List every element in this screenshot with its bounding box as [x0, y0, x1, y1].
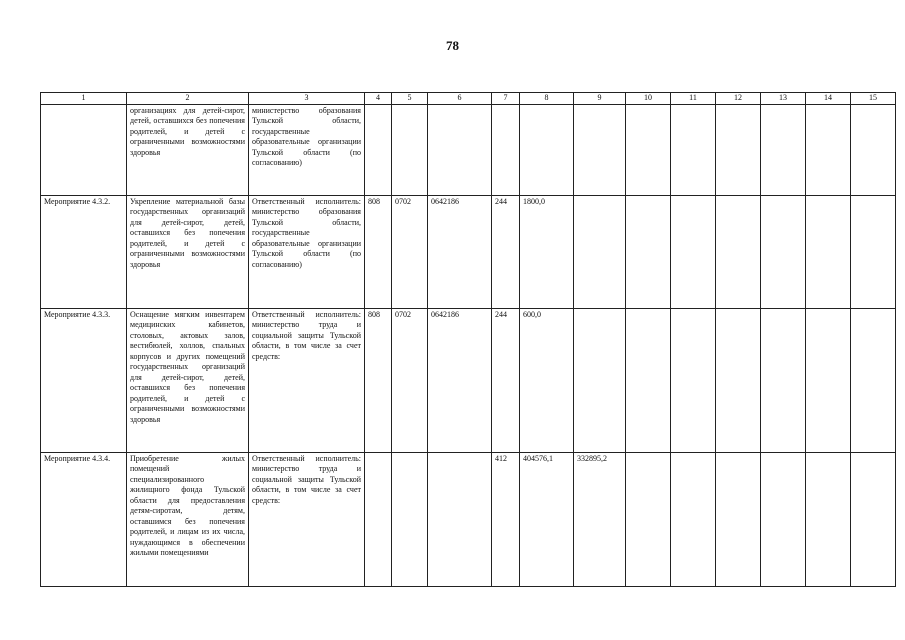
amount-cell — [520, 104, 574, 195]
column-header: 11 — [671, 93, 716, 105]
code-cell — [392, 452, 428, 586]
column-header: 14 — [806, 93, 851, 105]
amount-cell: 1800,0 — [520, 195, 574, 308]
description-cell: Оснащение мягким инвентарем медицинских кабинетов, столовых, актовых залов, вестибюлей, холлов, спальных корпусов и других помещений государственных организаций для детей-сирот, детей, оставшихся без попечения родителей, и детей с ограниченными возможностями здоровья — [127, 308, 249, 452]
code-cell — [428, 104, 492, 195]
empty-cell — [716, 308, 761, 452]
executor-cell: Ответственный исполнитель: министерство образования Тульской области, государственные образовательные организации Тульской области (по согласованию) — [249, 195, 365, 308]
measure-cell: Мероприятие 4.3.3. — [41, 308, 127, 452]
amount-cell — [574, 104, 626, 195]
code-cell: 808 — [365, 195, 392, 308]
empty-cell — [626, 195, 671, 308]
empty-cell — [851, 308, 896, 452]
description-cell: Укрепление материальной базы государственных организаций для детей-сирот, детей, оставшихся без попечения родителей, и детей с ограниченными возможностями здоровья — [127, 195, 249, 308]
measure-cell: Мероприятие 4.3.2. — [41, 195, 127, 308]
amount-cell — [574, 308, 626, 452]
column-header: 4 — [365, 93, 392, 105]
code-cell: 0642186 — [428, 195, 492, 308]
amount-cell — [574, 195, 626, 308]
description-cell: организациях для детей-сирот, детей, оставшихся без попечения родителей, и детей с ограниченными возможностями здоровья — [127, 104, 249, 195]
column-header: 8 — [520, 93, 574, 105]
code-cell: 412 — [492, 452, 520, 586]
empty-cell — [851, 104, 896, 195]
page-number: 78 — [446, 38, 459, 53]
empty-cell — [626, 308, 671, 452]
table-row — [41, 452, 896, 586]
column-header: 12 — [716, 93, 761, 105]
empty-cell — [626, 452, 671, 586]
column-header: 6 — [428, 93, 492, 105]
amount-cell: 404576,1 — [520, 452, 574, 586]
column-header: 5 — [392, 93, 428, 105]
empty-cell — [761, 452, 806, 586]
empty-cell — [851, 452, 896, 586]
column-header: 3 — [249, 93, 365, 105]
empty-cell — [671, 452, 716, 586]
code-cell: 0642186 — [428, 308, 492, 452]
empty-cell — [626, 104, 671, 195]
empty-cell — [806, 308, 851, 452]
code-cell — [392, 104, 428, 195]
column-header: 7 — [492, 93, 520, 105]
empty-cell — [851, 195, 896, 308]
empty-cell — [806, 104, 851, 195]
column-header: 9 — [574, 93, 626, 105]
executor-cell: министерство образования Тульской области, государственные образовательные организации Тульской области (по согласованию) — [249, 104, 365, 195]
empty-cell — [806, 452, 851, 586]
empty-cell — [761, 104, 806, 195]
measure-cell — [41, 104, 127, 195]
empty-cell — [761, 195, 806, 308]
code-cell: 244 — [492, 308, 520, 452]
column-header: 1 — [41, 93, 127, 105]
code-cell: 808 — [365, 308, 392, 452]
amount-cell: 600,0 — [520, 308, 574, 452]
empty-cell — [806, 195, 851, 308]
empty-cell — [671, 104, 716, 195]
table-row — [41, 308, 896, 452]
empty-cell — [716, 104, 761, 195]
table-row — [41, 104, 896, 195]
column-header: 13 — [761, 93, 806, 105]
empty-cell — [716, 195, 761, 308]
header-row — [41, 93, 896, 105]
column-header: 15 — [851, 93, 896, 105]
executor-cell: Ответственный исполнитель: министерство труда и социальной защиты Тульской области, в том числе за счет средств: — [249, 452, 365, 586]
code-cell — [365, 104, 392, 195]
empty-cell — [671, 308, 716, 452]
code-cell — [492, 104, 520, 195]
code-cell: 0702 — [392, 195, 428, 308]
amount-cell: 332895,2 — [574, 452, 626, 586]
code-cell: 0702 — [392, 308, 428, 452]
budget-table — [40, 92, 896, 587]
table-row — [41, 195, 896, 308]
executor-cell: Ответственный исполнитель: министерство труда и социальной защиты Тульской области, в том числе за счет средств: — [249, 308, 365, 452]
code-cell — [365, 452, 392, 586]
column-header: 2 — [127, 93, 249, 105]
code-cell — [428, 452, 492, 586]
measure-cell: Мероприятие 4.3.4. — [41, 452, 127, 586]
column-header: 10 — [626, 93, 671, 105]
empty-cell — [716, 452, 761, 586]
code-cell: 244 — [492, 195, 520, 308]
empty-cell — [761, 308, 806, 452]
empty-cell — [671, 195, 716, 308]
description-cell: Приобретение жилых помещений специализированного жилищного фонда Тульской области для предоставления детям-сиротам, детям, оставшимся без попечения родителей, и лицам из их числа, нуждающимся в обеспечении жилыми помещениями — [127, 452, 249, 586]
